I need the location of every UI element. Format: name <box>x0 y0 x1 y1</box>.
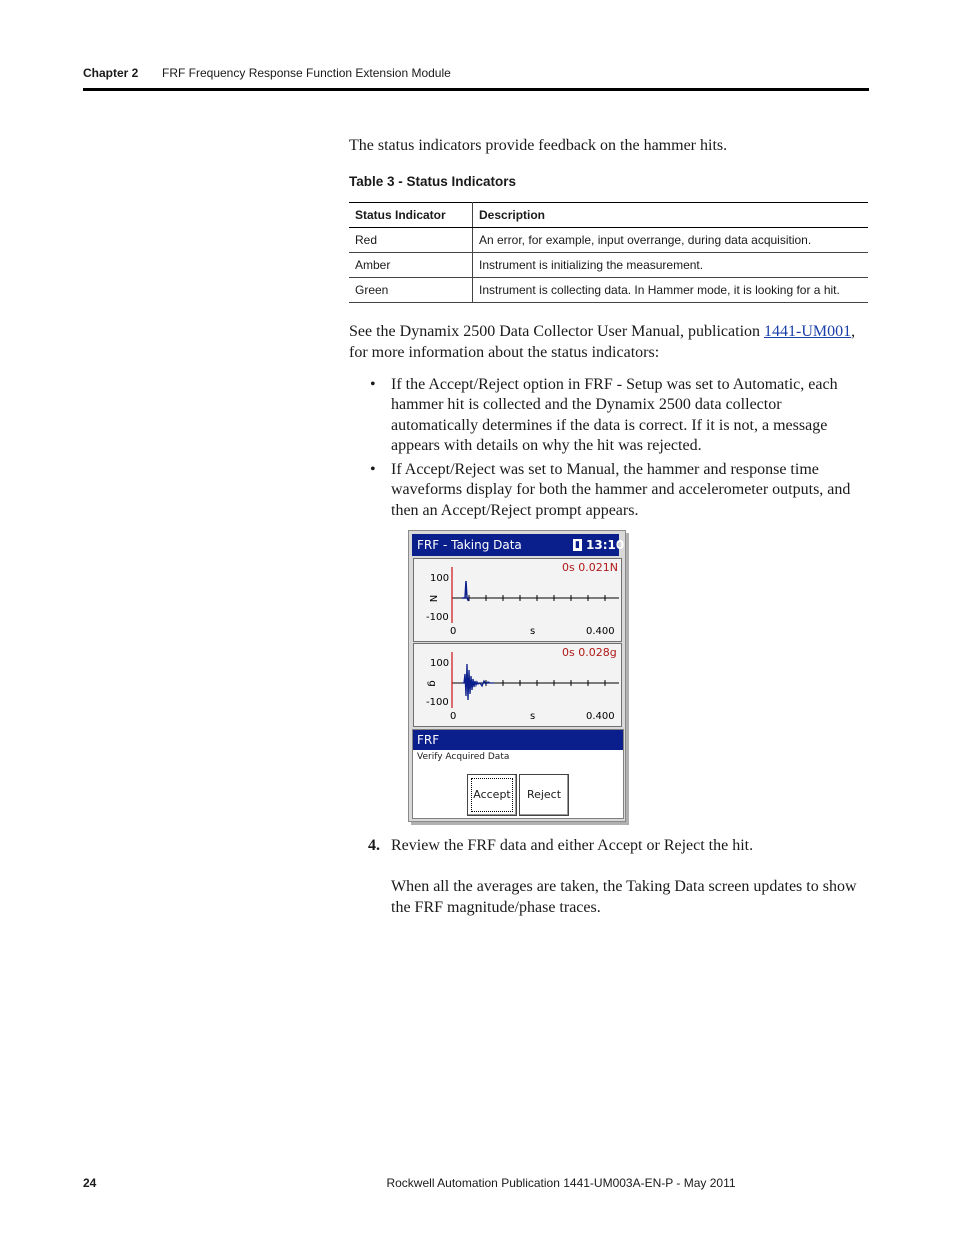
publication-text: Rockwell Automation Publication 1441-UM003A-EN-P - May 2011 <box>386 1176 736 1190</box>
intro-paragraph: The status indicators provide feedback on the hammer hits. <box>349 137 728 154</box>
description-cell: Instrument is initializing the measurement. <box>473 253 869 278</box>
description-cell: Instrument is collecting data. In Hammer mode, it is looking for a hit. <box>473 278 869 303</box>
description-cell: An error, for example, input overrange, during data acquisition. <box>473 228 869 253</box>
page-number: 24 <box>83 1176 97 1190</box>
hammer-waveform-plot <box>413 558 622 642</box>
device-time: 13:10 <box>586 538 625 552</box>
column-header-description: Description <box>473 203 869 228</box>
device-screenshot <box>408 530 626 822</box>
bullet-text: If Accept/Reject was set to Manual, the hammer and response time waveforms display for both the hammer and accelerometer outputs, and then an Accept/Reject prompt appears. <box>391 461 851 519</box>
status-cell: Red <box>349 228 473 253</box>
y-unit-label: g <box>426 680 438 687</box>
table-row <box>349 278 868 303</box>
table-caption: Table 3 - Status Indicators <box>349 174 517 189</box>
x-unit-label: s <box>530 711 536 722</box>
column-header-status: Status Indicator <box>349 203 473 228</box>
step-number: 4. <box>368 837 380 854</box>
see-also-text-end: , for more information about the status indicators: <box>349 323 856 361</box>
accept-button-label: Accept <box>471 778 513 812</box>
step-followup: When all the averages are taken, the Taking Data screen updates to show the FRF magnitude/phase traces. <box>391 878 857 916</box>
x-start-label: 0 <box>450 626 457 637</box>
x-unit-label: s <box>530 626 536 637</box>
bullet-list <box>370 375 870 525</box>
x-start-label: 0 <box>450 711 457 722</box>
list-item <box>370 375 870 456</box>
table-row <box>349 228 868 253</box>
hammer-readout: 0s 0.021N <box>562 561 618 574</box>
y-min-label: -100 <box>426 697 449 708</box>
device-titlebar <box>412 534 625 556</box>
x-end-label: 0.400 <box>586 711 615 722</box>
dialog-message: Verify Acquired Data <box>417 752 510 762</box>
bullet-icon: • <box>370 376 376 393</box>
bullet-icon: • <box>370 461 376 479</box>
header-rule <box>83 88 869 91</box>
status-cell: Amber <box>349 253 473 278</box>
y-unit-label: N <box>427 594 439 603</box>
dialog-titlebar <box>413 730 623 750</box>
see-also-text: See the Dynamix 2500 Data Collector User Manual, publication <box>349 323 765 340</box>
verify-dialog <box>412 729 624 819</box>
publication-link[interactable]: 1441-UM001 <box>764 323 852 340</box>
accelerometer-waveform-plot <box>413 643 622 727</box>
footer-publication <box>0 1176 954 1190</box>
device-title: FRF - Taking Data <box>417 538 522 552</box>
table-header-row <box>349 203 868 228</box>
table-row <box>349 253 868 278</box>
list-item <box>370 460 870 521</box>
status-cell: Green <box>349 278 473 303</box>
y-max-label: 100 <box>430 573 450 584</box>
header-title: FRF Frequency Response Function Extension Module <box>162 66 451 80</box>
dialog-title: FRF <box>417 733 440 747</box>
reject-button[interactable]: Reject <box>519 774 569 816</box>
battery-icon: ▮ <box>573 539 582 551</box>
bullet-text: If the Accept/Reject option in FRF - Setup was set to Automatic, each hammer hit is collected and the Dynamix 2500 data collector automatically determines if the data is correct. If it is not, a message appears with details on why the hit was rejected. <box>391 376 838 454</box>
status-indicators-table <box>349 202 868 303</box>
see-also-paragraph <box>349 322 869 363</box>
y-max-label: 100 <box>430 658 450 669</box>
accept-button[interactable] <box>467 774 517 816</box>
x-end-label: 0.400 <box>586 626 615 637</box>
accelerometer-readout: 0s 0.028g <box>562 646 617 659</box>
y-min-label: -100 <box>426 612 449 623</box>
header-chapter: Chapter 2 <box>83 66 139 80</box>
step-text: Review the FRF data and either Accept or Reject the hit. <box>391 837 754 854</box>
